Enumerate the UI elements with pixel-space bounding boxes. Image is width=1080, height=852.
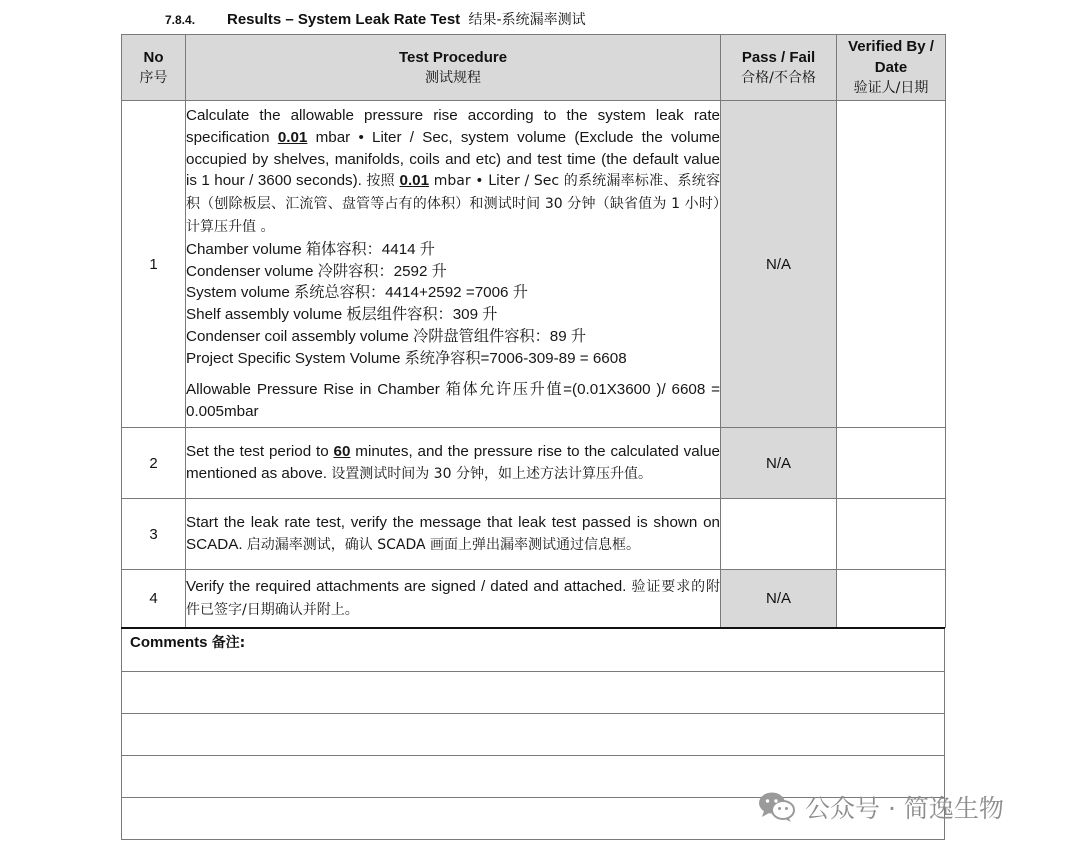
header-no: No 序号 <box>122 35 186 101</box>
table-row <box>122 570 946 628</box>
section-title: Results – System Leak Rate Test <box>227 11 461 28</box>
procedure-cell: Set the test period to 60 minutes, and the pressure rise to the calculated value mentioned as above. 设置测试时间为 30 分钟，如上述方法计算压升值。 <box>186 428 721 499</box>
header-procedure: Test Procedure 测试规程 <box>186 35 721 101</box>
watermark <box>757 787 1004 827</box>
comments-header-row <box>122 628 945 672</box>
header-pass-fail: Pass / Fail 合格/不合格 <box>721 35 837 101</box>
header-row <box>122 35 946 101</box>
procedure-cell: Start the leak rate test, verify the message that leak test passed is shown on SCADA. 启动漏率测试，确认 SCADA 画面上弹出漏率测试通过信息框。 <box>186 499 721 570</box>
section-number: 7.8.4. <box>165 13 196 27</box>
project-volume: Project Specific System Volume 系统净容积=7006-309-89 = 6608 <box>186 349 627 367</box>
comment-line <box>122 672 945 714</box>
header-verified: Verified By / Date 验证人/日期 <box>837 35 946 101</box>
shelf-volume: Shelf assembly volume 板层组件容积：309 升 <box>186 306 498 324</box>
table-row <box>122 428 946 499</box>
section-title-cn: 结果-系统漏率测试 <box>468 12 586 28</box>
allowable-pressure-rise: Allowable Pressure Rise in Chamber 箱体允许压升值=(0.01X3600 )/ 6608 = 0.005mbar <box>186 381 720 421</box>
comment-line <box>122 714 945 756</box>
comments-label: Comments 备注: <box>122 628 945 672</box>
section-heading <box>165 9 586 29</box>
verified-cell <box>837 428 946 499</box>
pass-fail-cell: N/A <box>721 570 837 628</box>
procedure-cell: Verify the required attachments are signed / dated and attached. 验证要求的附件已签字/日期确认并附上。 <box>186 570 721 628</box>
leak-rate-value-cn: 0.01 <box>399 172 430 190</box>
verified-cell <box>837 570 946 628</box>
leak-rate-value: 0.01 <box>277 128 308 146</box>
verified-cell <box>837 499 946 570</box>
condenser-volume: Condenser volume 冷阱容积：2592 升 <box>186 262 447 280</box>
pass-fail-cell <box>721 499 837 570</box>
pass-fail-cell: N/A <box>721 101 837 428</box>
results-table <box>121 34 946 628</box>
table-row <box>122 499 946 570</box>
row-number: 3 <box>122 499 186 570</box>
verified-cell <box>837 101 946 428</box>
pass-fail-cell: N/A <box>721 428 837 499</box>
test-period-value: 60 <box>333 442 351 460</box>
wechat-icon <box>757 790 797 824</box>
table-row <box>122 101 946 428</box>
row-number: 2 <box>122 428 186 499</box>
chamber-volume: Chamber volume 箱体容积：4414 升 <box>186 240 435 258</box>
system-volume: System volume 系统总容积：4414+2592 =7006 升 <box>186 284 528 302</box>
procedure-cell: Calculate the allowable pressure rise according to the system leak rate specification 0.01 mbar • Liter / Sec, system volume (Exclude the volume occupied by shelves, manifolds, coils and etc) and test time (the default value is 1 hour / 3600 seconds). 按照 0.01 mbar • Liter / Sec 的系统漏率标准、系统容积（刨除板层、汇流管、盘管等占有的体积）和测试时间 30 分钟（缺省值为 1 小时）计算压升值 。 Chamber volume 箱体容积：4414 升 Condenser volume 冷阱容积：2592 升 System volume 系统总容积：4414+2592 =7006 升 Shelf assembly volume 板层组件容积：309 升 Condenser coil assembly volume 冷阱盘管组件容积：89 升 Project Specific System Volume 系统净容积=7006-309-89 = 6608 Allowable Pressure Rise in Chamber 箱体允许压升值=(0.01X3600 )/ 6608 = 0.005mbar <box>186 101 721 428</box>
coil-volume: Condenser coil assembly volume 冷阱盘管组件容积：89 升 <box>186 327 587 345</box>
watermark-text: 公众号 · 简逸生物 <box>805 794 1004 823</box>
row-number: 4 <box>122 570 186 628</box>
row-number: 1 <box>122 101 186 428</box>
